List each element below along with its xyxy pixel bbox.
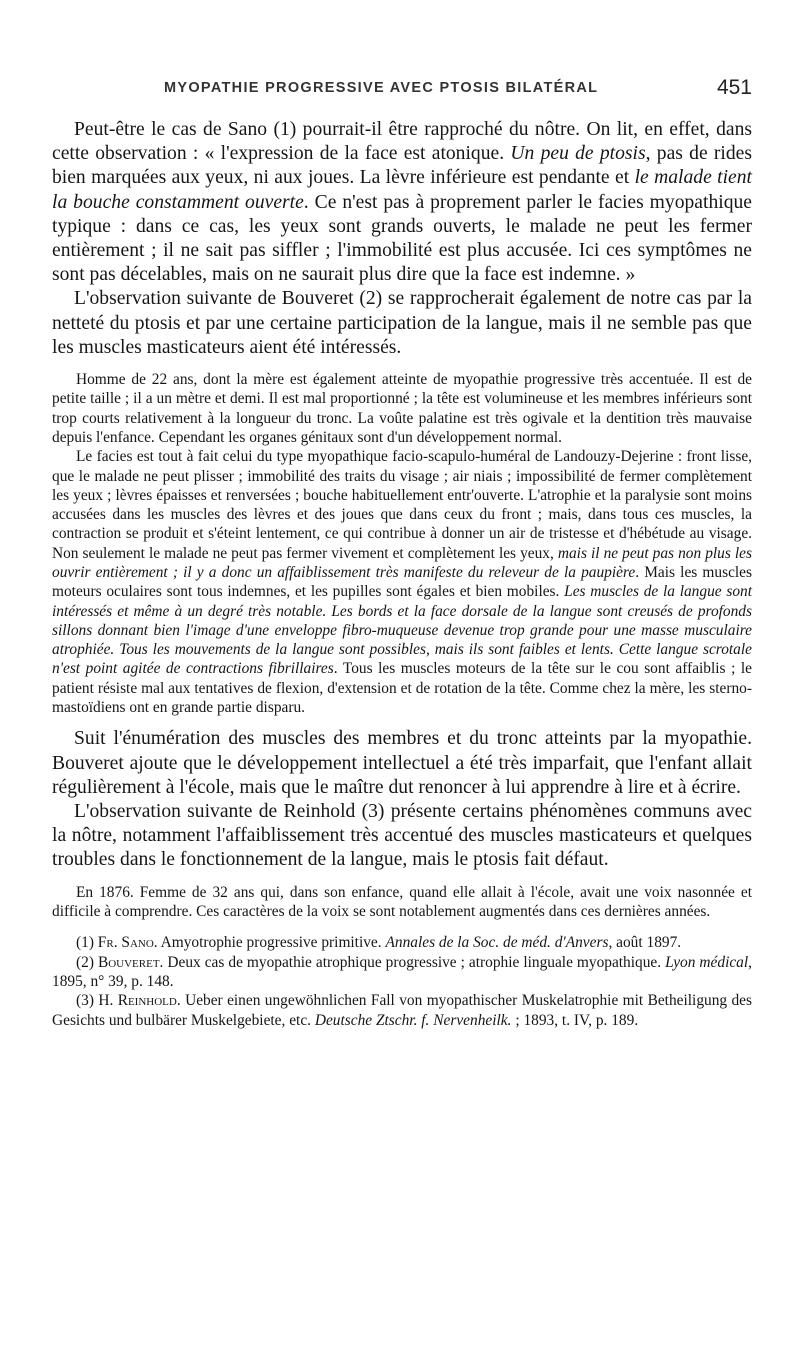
observation-paragraph-3: En 1876. Femme de 32 ans qui, dans son enfance, quand elle allait à l'école, avait une voix nasonnée et difficile à comprendre. Ces caractères de la voix se sont notablement augmentés dans ces dernières années. (52, 883, 752, 920)
page-header (52, 76, 752, 110)
observation-paragraph-1: Homme de 22 ans, dont la mère est également atteinte de myopathie progressive très accentuée. Il est de petite taille ; il a un mètre et demi. Il est mal proportionné ; la tête est volumineuse et les membres inférieurs sont trop courts relativement à la longueur du tronc. La voûte palatine est très ogivale et la dentition très mauvaise depuis l'enfance. Cependant les organes génitaux sont d'un développement normal. (52, 371, 752, 446)
paragraph-bouveret-summary: Suit l'énumération des muscles des membres et du tronc atteints par la myopathie. Bouveret ajoute que le développement intellectuel a été très imparfait, que l'enfant allait régulièrement à l'école, mais que le maître dut renoncer à lui apprendre à lire et à écrire. (52, 728, 752, 798)
observation-paragraph-2: Le facies est tout à fait celui du type myopathique facio-scapulo-huméral de Landouzy-Dejerine : front lisse, que le malade ne peut plisser ; immobilité des traits du visage ; air niais ; impossibilité de fermer complètement les yeux ; lèvres épaisses et renversées ; bouche habituellement entr'ouverte. L'atrophie et la paralysie sont moins accusées dans les muscles des lèvres et des joues que dans ceux du front ; mais, dans tous ces muscles, la contraction se produit et s'éteint lentement, ce qui contribue à donner un air de tristesse et d'hébétude au visage. Non seulement le malade ne peut pas fermer vivement et complètement les yeux, mais il ne peut pas non plus les ouvrir entièrement ; il y a donc un affaiblissement très manifeste du releveur de la paupière. Mais les muscles moteurs oculaires sont tous indemnes, et les pupilles sont égales et bien mobiles. Les muscles de la langue sont intéressés et même à un degré très notable. Les bords et la face dorsale de la langue sont creusés de profonds sillons donnant bien l'image d'une enveloppe fibro-muqueuse devenue trop grande pour une masse musculaire atrophiée. Tous les mouvements de la langue sont possibles, mais ils sont faibles et lents. Cette langue scrotale n'est point agitée de contractions fibrillaires. Tous les muscles moteurs de la tête sur le cou sont affaiblis ; le patient résiste mal aux tentatives de flexion, d'extension et de rotation de la tête. Comme chez la mère, les sterno-mastoïdiens ont en grande partie disparu. (52, 448, 752, 717)
paragraph-bouveret-intro: L'observation suivante de Bouveret (2) se rapprocherait également de notre cas par la netteté du ptosis et par une certaine participation de la langue, mais il ne semble pas que les muscles masticateurs aient été intéressés. (52, 288, 752, 358)
paragraph-sano-quote: Peut-être le cas de Sano (1) pourrait-il être rapproché du nôtre. On lit, en effet, dans cette observation : « l'expression de la face est atonique. Un peu de ptosis, pas de rides bien marquées aux yeux, ni aux joues. La lèvre inférieure est pendante et le malade tient la bouche constamment ouverte. Ce n'est pas à proprement parler le facies myopathique typique : dans ce cas, les yeux sont grands ouverts, le malade ne peut les fermer entièrement ; il ne sait pas siffler ; l'immobilité est plus accusée. Ici ces symptômes ne sont pas décelables, mais on ne saurait plus dire que la face est indemne. » (52, 119, 752, 286)
body-text (52, 118, 752, 1030)
running-title: MYOPATHIE PROGRESSIVE AVEC PTOSIS BILATÉRAL (164, 80, 599, 96)
footnote-2: (2) Bouveret. Deux cas de myopathie atrophique progressive ; atrophie linguale myopathique. Lyon médical, 1895, n° 39, p. 148. (52, 953, 753, 990)
paragraph-reinhold-intro: L'observation suivante de Reinhold (3) présente certains phénomènes communs avec la nôtre, notamment l'affaiblissement très accentué des muscles masticateurs et quelques troubles dans le fonctionnement de la langue, mais le ptosis fait défaut. (52, 800, 752, 871)
footnote-3: (3) H. Reinhold. Ueber einen ungewöhnlichen Fall von myopathischer Muskelatrophie mit Betheiligung des Gesichts und bulbärer Muskelgebiete, etc. Deutsche Ztschr. f. Nervenheilk. ; 1893, t. IV, p. 189. (52, 992, 753, 1029)
page-number: 451 (716, 76, 752, 99)
footnote-1: (1) Fr. Sano. Amyotrophie progressive primitive. Annales de la Soc. de méd. d'Anvers, août 1897. (76, 934, 682, 952)
